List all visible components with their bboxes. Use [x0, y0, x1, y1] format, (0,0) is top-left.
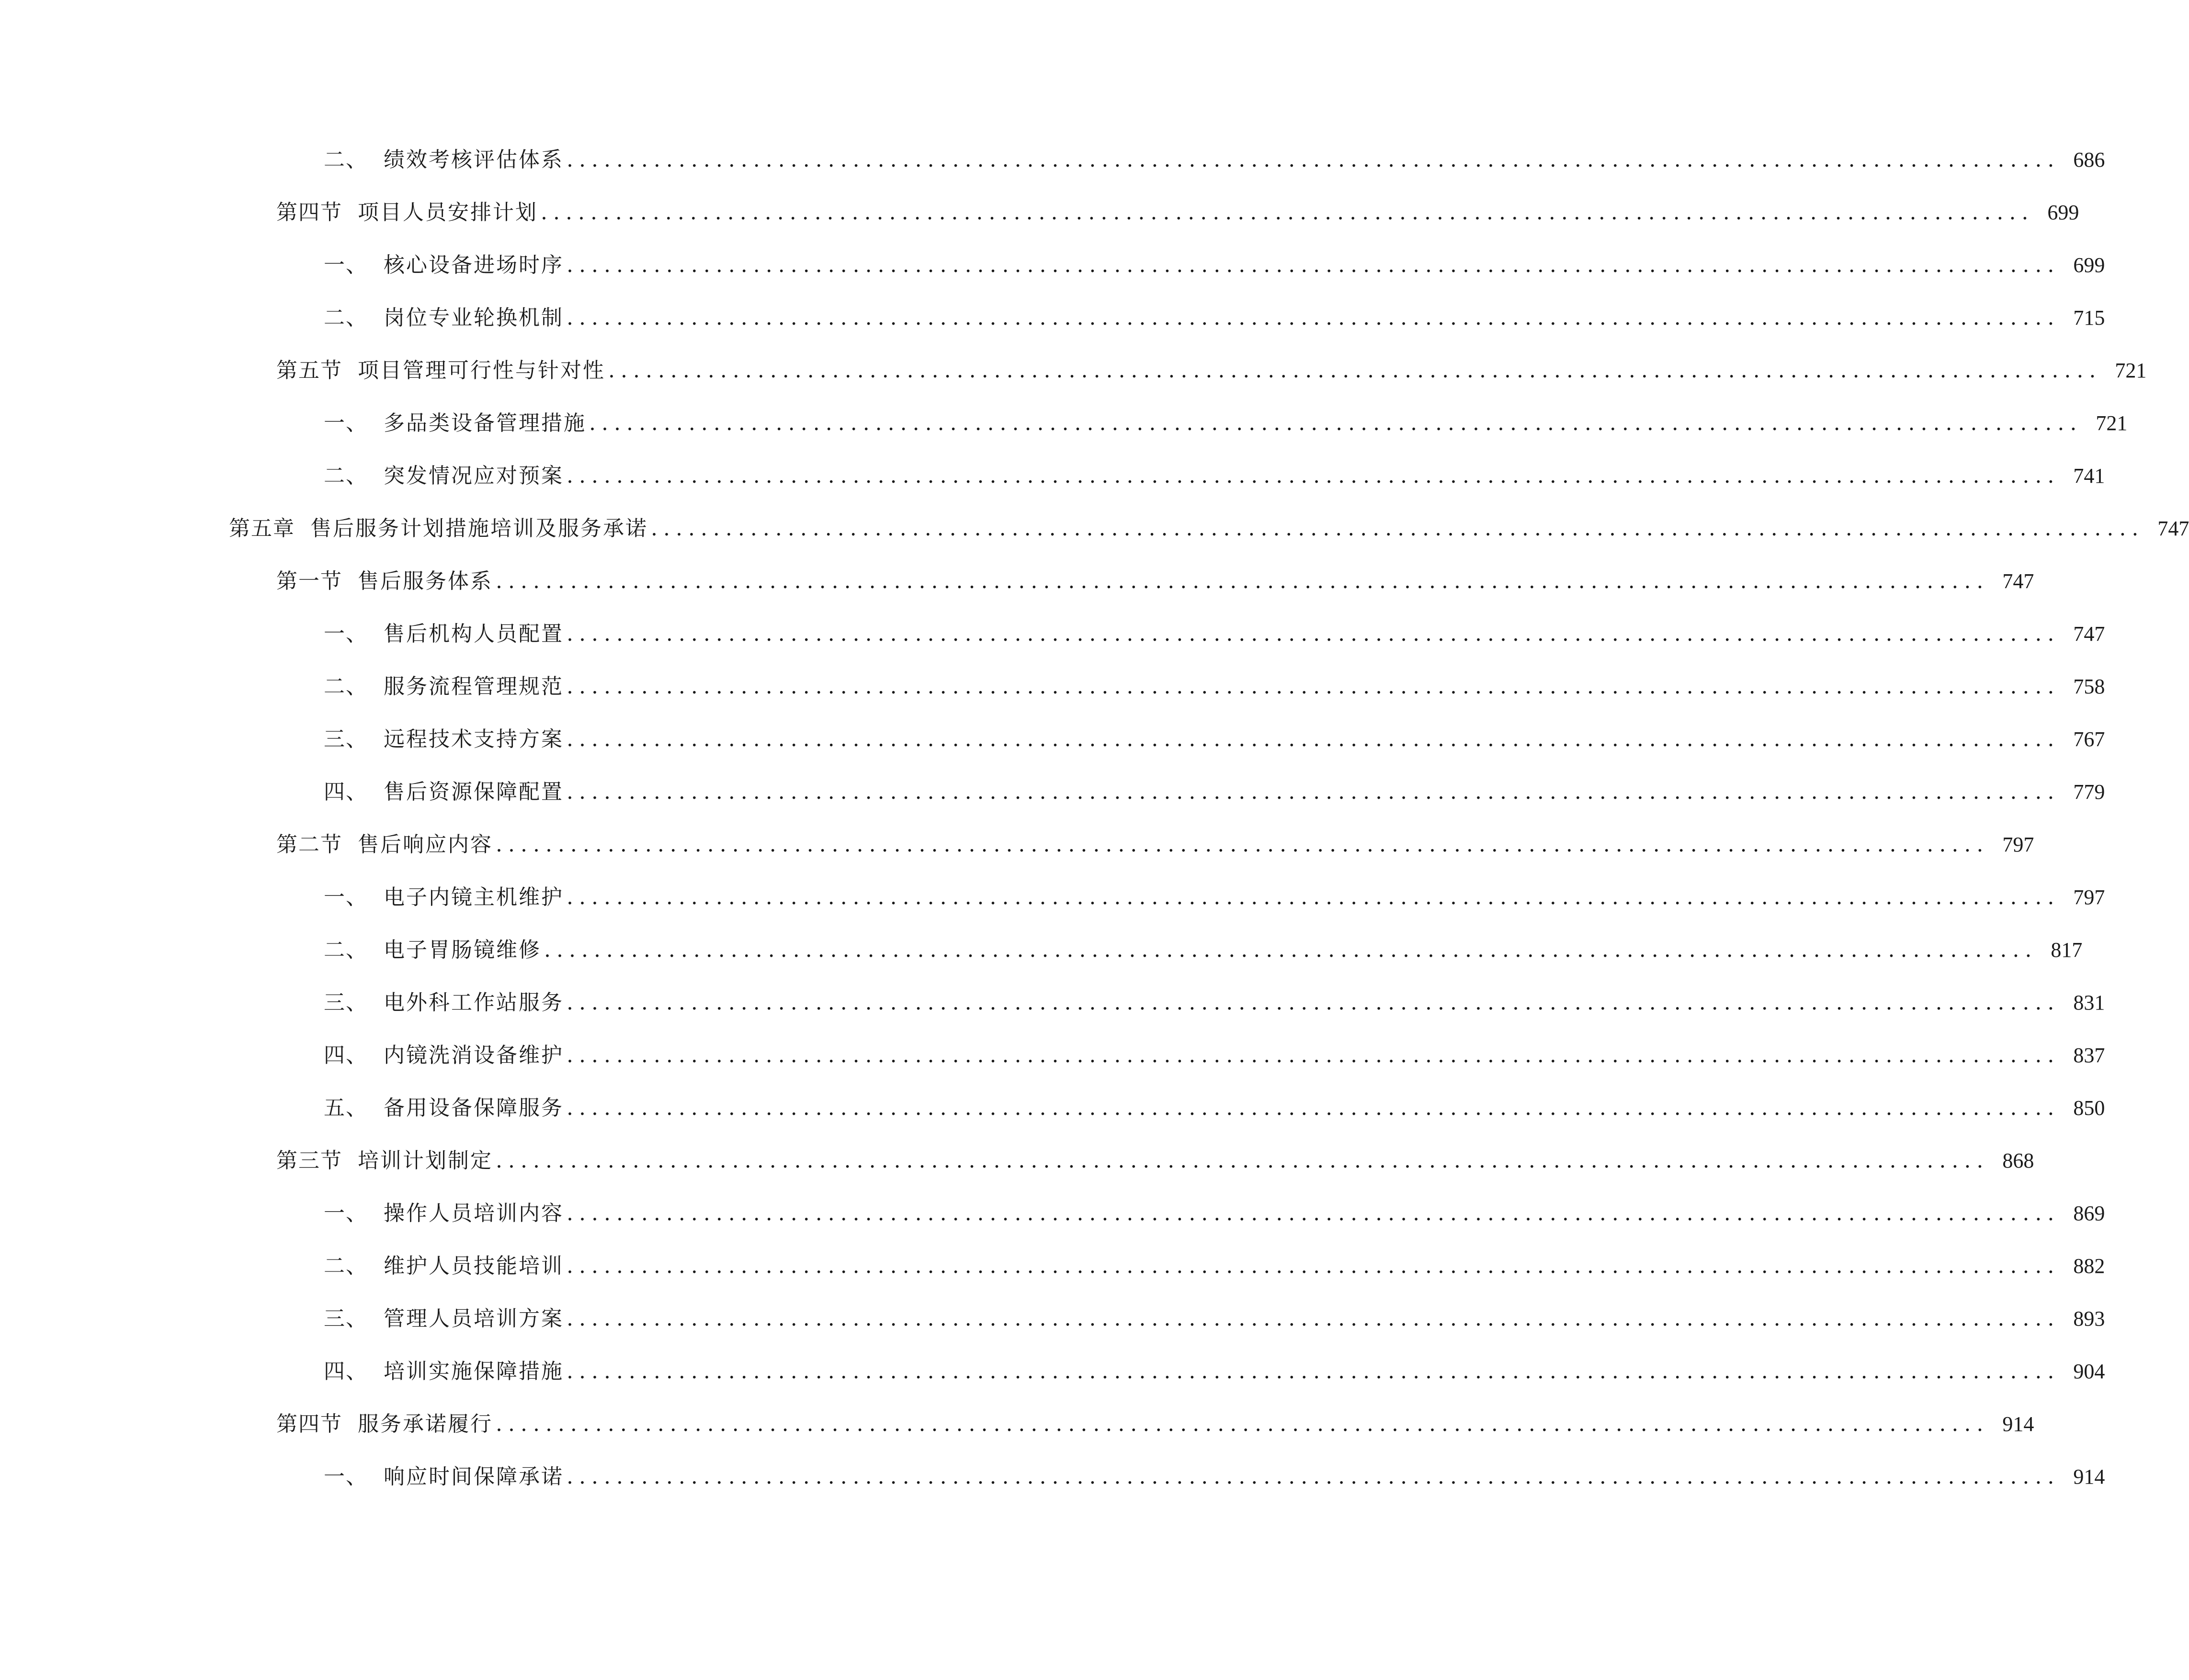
toc-entry[interactable] — [324, 301, 2105, 335]
toc-entry-page: 797 — [2073, 885, 2105, 909]
toc-entry[interactable] — [324, 406, 2128, 441]
toc-dot-leader: ........................................................................................................................ — [496, 569, 1989, 593]
toc-entry-page: 850 — [2073, 1096, 2105, 1120]
toc-entry-title: 电外科工作站服务 — [384, 990, 564, 1015]
toc-entry-number: 第四节 — [276, 200, 342, 225]
toc-entry-title: 售后服务体系 — [358, 569, 493, 593]
toc-entry-title: 维护人员技能培训 — [384, 1254, 564, 1278]
toc-dot-leader: ........................................................................................................................ — [496, 1412, 1989, 1436]
toc-entry-number: 二、 — [324, 938, 368, 962]
toc-entry-number: 一、 — [324, 253, 368, 277]
toc-entry[interactable] — [324, 775, 2105, 809]
toc-entry-page: 831 — [2073, 991, 2105, 1014]
toc-entry-title: 项目管理可行性与针对性 — [358, 358, 605, 383]
toc-entry[interactable] — [324, 248, 2105, 283]
toc-entry-page: 868 — [2002, 1149, 2034, 1172]
toc-dot-leader: ........................................................................................................................ — [567, 253, 2060, 277]
toc-entry-number: 二、 — [324, 464, 368, 488]
toc-entry-number: 第五章 — [229, 516, 295, 541]
toc-entry-number: 二、 — [324, 306, 368, 330]
toc-entry-title: 管理人员培训方案 — [384, 1306, 564, 1331]
toc-dot-leader: ........................................................................................................................ — [567, 1043, 2060, 1067]
toc-entry-title: 绩效考核评估体系 — [384, 148, 564, 172]
toc-entry[interactable] — [276, 353, 2147, 388]
toc-entry-number: 四、 — [324, 780, 368, 804]
toc-dot-leader: ........................................................................................................................ — [567, 885, 2060, 909]
toc-entry-page: 699 — [2073, 253, 2105, 277]
toc-dot-leader: ........................................................................................................................ — [541, 200, 2034, 225]
toc-entry-page: 715 — [2073, 306, 2105, 329]
toc-entry-number: 第一节 — [276, 569, 342, 593]
toc-entry-page: 747 — [2002, 569, 2034, 593]
toc-entry[interactable] — [324, 933, 2083, 967]
toc-entry-title: 电子内镜主机维护 — [384, 885, 564, 909]
toc-entry[interactable] — [324, 1249, 2105, 1283]
toc-dot-leader: ........................................................................................................................ — [567, 1254, 2060, 1278]
toc-entry-page: 797 — [2002, 833, 2034, 856]
toc-entry[interactable] — [324, 143, 2105, 177]
toc-entry-title: 培训实施保障措施 — [384, 1359, 564, 1384]
toc-dot-leader: ........................................................................................................................ — [589, 411, 2083, 435]
toc-entry[interactable] — [324, 1038, 2105, 1073]
toc-dot-leader: ........................................................................................................................ — [567, 727, 2060, 751]
toc-entry-title: 电子胃肠镜维修 — [384, 938, 541, 962]
toc-entry[interactable] — [276, 564, 2034, 599]
toc-entry-number: 一、 — [324, 1201, 368, 1226]
toc-entry-page: 758 — [2073, 675, 2105, 698]
toc-entry-page: 721 — [2096, 411, 2128, 435]
toc-entry-title: 服务承诺履行 — [358, 1412, 493, 1436]
toc-dot-leader: ........................................................................................................................ — [567, 464, 2060, 488]
toc-entry-title: 售后响应内容 — [358, 832, 493, 857]
toc-entry[interactable] — [324, 880, 2105, 915]
toc-entry-page: 817 — [2051, 938, 2083, 962]
toc-entry-number: 三、 — [324, 990, 368, 1015]
toc-entry-title: 备用设备保障服务 — [384, 1096, 564, 1120]
toc-entry-page: 904 — [2073, 1360, 2105, 1383]
toc-dot-leader: ........................................................................................................................ — [567, 148, 2060, 172]
toc-dot-leader: ........................................................................................................................ — [567, 1201, 2060, 1226]
toc-entry[interactable] — [324, 670, 2105, 704]
toc-dot-leader: ........................................................................................................................ — [567, 622, 2060, 646]
toc-entry-number: 一、 — [324, 622, 368, 646]
toc-entry[interactable] — [324, 722, 2105, 757]
toc-entry-page: 747 — [2157, 517, 2189, 540]
toc-entry-page: 837 — [2073, 1044, 2105, 1067]
toc-entry[interactable] — [324, 1354, 2105, 1389]
toc-entry[interactable] — [276, 195, 2079, 230]
toc-entry[interactable] — [229, 511, 2189, 546]
toc-entry-title: 岗位专业轮换机制 — [384, 306, 564, 330]
toc-entry-number: 三、 — [324, 727, 368, 751]
toc-entry-page: 747 — [2073, 622, 2105, 646]
toc-dot-leader: ........................................................................................................................ — [567, 306, 2060, 330]
toc-entry-number: 一、 — [324, 885, 368, 909]
toc-entry[interactable] — [276, 1407, 2034, 1442]
toc-entry-page: 882 — [2073, 1254, 2105, 1278]
toc-entry-number: 第三节 — [276, 1148, 342, 1173]
toc-entry-title: 响应时间保障承诺 — [384, 1464, 564, 1489]
toc-entry[interactable] — [324, 459, 2105, 493]
toc-entry-page: 741 — [2073, 464, 2105, 488]
toc-entry[interactable] — [276, 1144, 2034, 1178]
toc-entry-number: 一、 — [324, 1464, 368, 1489]
toc-entry[interactable] — [276, 828, 2034, 862]
toc-entry[interactable] — [324, 1460, 2105, 1494]
toc-entry-title: 售后资源保障配置 — [384, 780, 564, 804]
toc-dot-leader: ........................................................................................................................ — [567, 990, 2060, 1015]
toc-entry-title: 服务流程管理规范 — [384, 674, 564, 699]
toc-entry-number: 二、 — [324, 674, 368, 699]
toc-entry-number: 第五节 — [276, 358, 342, 383]
toc-entry-title: 内镜洗消设备维护 — [384, 1043, 564, 1067]
toc-entry-number: 二、 — [324, 1254, 368, 1278]
toc-dot-leader: ........................................................................................................................ — [496, 832, 1989, 857]
toc-entry[interactable] — [324, 986, 2105, 1020]
toc-entry-number: 二、 — [324, 148, 368, 172]
toc-entry-page: 869 — [2073, 1202, 2105, 1225]
toc-entry[interactable] — [324, 1196, 2105, 1231]
toc-entry-title: 多品类设备管理措施 — [384, 411, 586, 435]
toc-dot-leader: ........................................................................................................................ — [567, 780, 2060, 804]
toc-dot-leader: ........................................................................................................................ — [496, 1148, 1989, 1173]
toc-entry-number: 一、 — [324, 411, 368, 435]
toc-entry-page: 686 — [2073, 148, 2105, 171]
toc-entry-title: 远程技术支持方案 — [384, 727, 564, 751]
toc-entry-page: 721 — [2115, 359, 2147, 382]
toc-entry-title: 售后服务计划措施培训及服务承诺 — [310, 516, 648, 541]
toc-entry-page: 767 — [2073, 727, 2105, 751]
toc-entry-page: 914 — [2002, 1412, 2034, 1436]
toc-dot-leader: ........................................................................................................................ — [567, 1464, 2060, 1489]
toc-entry-title: 操作人员培训内容 — [384, 1201, 564, 1226]
toc-dot-leader: ........................................................................................................................ — [567, 1359, 2060, 1384]
toc-entry-title: 项目人员安排计划 — [358, 200, 538, 225]
toc-entry-title: 培训计划制定 — [358, 1148, 493, 1173]
toc-dot-leader: ........................................................................................................................ — [544, 938, 2038, 962]
toc-entry-number: 三、 — [324, 1306, 368, 1331]
toc-entry-page: 914 — [2073, 1465, 2105, 1488]
toc-dot-leader: ........................................................................................................................ — [567, 1096, 2060, 1120]
toc-dot-leader: ........................................................................................................................ — [567, 674, 2060, 699]
toc-dot-leader: ........................................................................................................................ — [608, 358, 2102, 383]
toc-entry[interactable] — [324, 1302, 2105, 1336]
toc-entry-number: 四、 — [324, 1043, 368, 1067]
toc-dot-leader: ........................................................................................................................ — [567, 1306, 2060, 1331]
toc-dot-leader: ........................................................................................................................ — [651, 516, 2144, 541]
toc-entry-number: 第四节 — [276, 1412, 342, 1436]
toc-entry-page: 699 — [2047, 201, 2079, 224]
toc-entry-title: 核心设备进场时序 — [384, 253, 564, 277]
toc-entry-number: 第二节 — [276, 832, 342, 857]
toc-entry[interactable] — [324, 617, 2105, 651]
toc-entry[interactable] — [324, 1091, 2105, 1125]
toc-entry-page: 779 — [2073, 780, 2105, 804]
toc-entry-title: 突发情况应对预案 — [384, 464, 564, 488]
toc-entry-title: 售后机构人员配置 — [384, 622, 564, 646]
toc-entry-page: 893 — [2073, 1307, 2105, 1330]
toc-entry-number: 五、 — [324, 1096, 368, 1120]
toc-entry-number: 四、 — [324, 1359, 368, 1384]
